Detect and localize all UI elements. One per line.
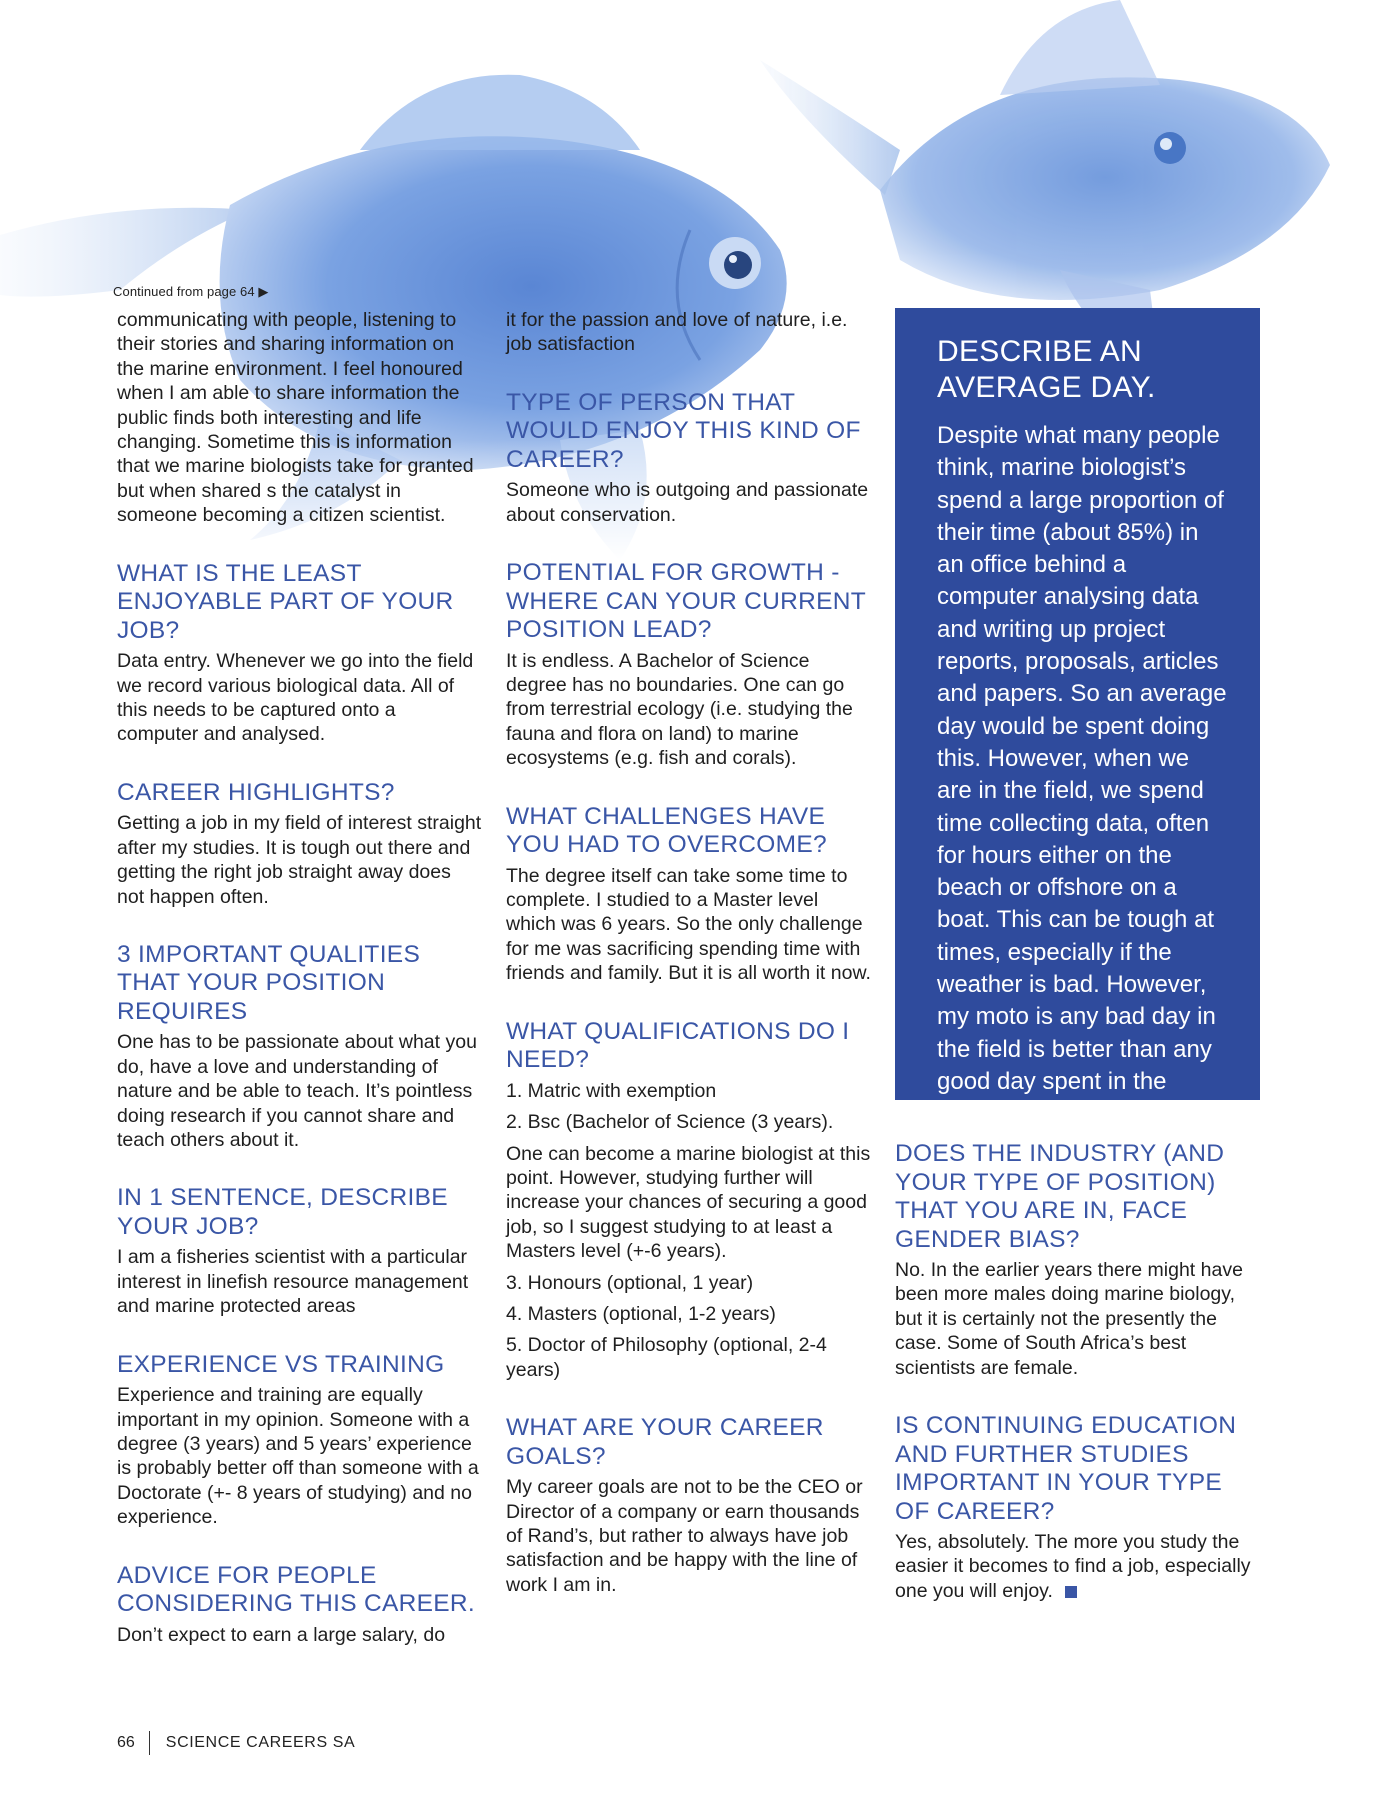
section-heading: DOES THE INDUSTRY (AND YOUR TYPE OF POSITION) THAT YOU ARE IN, FACE GENDER BIAS?	[895, 1140, 1225, 1253]
section-gender-bias	[895, 1140, 1260, 1380]
section-body: Getting a job in my field of interest straight after my studies. It is tough out there and getting the right job straight away does not happen often.	[117, 812, 482, 908]
section-body-wrap	[895, 1530, 1260, 1603]
column-2	[506, 308, 871, 1597]
column-1	[117, 308, 482, 1647]
section-body: One has to be passionate about what you do, have a love and understanding of nature and be able to teach. It’s pointless doing research if you cannot share and teach others about it.	[117, 1031, 477, 1152]
section-heading: CAREER HIGHLIGHTS?	[117, 778, 395, 806]
publication-name: SCIENCE CAREERS SA	[165, 1734, 356, 1751]
continued-from-label: Continued from page 64 ▶	[113, 284, 269, 299]
section-heading: TYPE OF PERSON THAT WOULD ENJOY THIS KIND OF CAREER?	[506, 388, 861, 473]
section-heading: WHAT ARE YOUR CAREER GOALS?	[506, 1414, 824, 1470]
section-body: No. In the earlier years there might have been more males doing marine biology, but it is certainly not the presently the case. Some of South Africa’s best scientists are female.	[895, 1259, 1243, 1379]
section-experience-vs-training	[117, 1351, 482, 1530]
list-item: 4. Masters (optional, 1-2 years)	[506, 1302, 776, 1325]
section-body: My career goals are not to be the CEO or Director of a company or earn thousands of Rand’s, but rather to always have job satisfaction and be happy with the line of work I am in.	[506, 1476, 863, 1596]
section-heading: ADVICE FOR PEOPLE CONSIDERING THIS CAREER.	[117, 1561, 475, 1618]
section-heading: 3 IMPORTANT QUALITIES THAT YOUR POSITION REQUIRES	[117, 940, 421, 1025]
list-item: 2. Bsc (Bachelor of Science (3 years).	[506, 1111, 834, 1134]
footer-divider	[149, 1731, 150, 1755]
section-least-enjoyable	[117, 560, 482, 747]
page-footer	[117, 1731, 355, 1755]
section-qualifications	[506, 1018, 871, 1382]
section-body: Yes, absolutely. The more you study the easier it becomes to find a job, especially one you will enjoy.	[895, 1531, 1251, 1602]
section-body: Experience and training are equally important in my opinion. Someone with a degree (3 years) and 5 years’ experience is probably better off than someone with a Doctorate (+- 8 years of studying) and no experience.	[117, 1384, 479, 1529]
qualifications-list-b	[506, 1271, 871, 1383]
section-continuing-education	[895, 1412, 1260, 1603]
section-body: The degree itself can take some time to complete. I studied to a Master level which was 6 years. So the only challenge for me was sacrificing spending time with friends and family. But it is all worth it now.	[506, 864, 871, 985]
section-challenges	[506, 803, 871, 986]
list-item: 5. Doctor of Philosophy (optional, 2-4 years)	[506, 1334, 827, 1381]
section-heading: WHAT QUALIFICATIONS DO I NEED?	[506, 1017, 850, 1074]
section-advice	[117, 1562, 482, 1647]
section-describe-job	[117, 1184, 482, 1318]
end-square-icon	[1065, 1586, 1077, 1598]
section-body: Don’t expect to earn a large salary, do	[117, 1623, 446, 1646]
section-heading: IS CONTINUING EDUCATION AND FURTHER STUDIES IMPORTANT IN YOUR TYPE OF CAREER?	[895, 1412, 1237, 1525]
column2-intro: it for the passion and love of nature, i.e. job satisfaction	[506, 309, 848, 356]
section-heading: WHAT IS THE LEAST ENJOYABLE PART OF YOUR JOB?	[117, 559, 454, 644]
column-3	[895, 308, 1260, 1603]
column1-intro: communicating with people, listening to their stories and sharing information on the marine environment. I feel honoured when I am able to share information the public finds both interesting and life changing. Sometime this is information that we marine biologists take for granted but when shared s the catalyst in someone becoming a citizen scientist.	[117, 309, 474, 527]
section-important-qualities	[117, 941, 482, 1153]
qualifications-list-a	[506, 1079, 871, 1135]
section-body: I am a fisheries scientist with a particular interest in linefish resource management and marine protected areas	[117, 1246, 469, 1318]
list-item: 3. Honours (optional, 1 year)	[506, 1271, 754, 1294]
section-heading: POTENTIAL FOR GROWTH - WHERE CAN YOUR CURRENT POSITION LEAD?	[506, 559, 866, 644]
section-type-of-person	[506, 389, 871, 527]
section-body: It is endless. A Bachelor of Science degree has no boundaries. One can go from terrestrial ecology (i.e. studying the fauna and flora on land) to marine ecosystems (e.g. fish and corals).	[506, 649, 853, 770]
section-heading: WHAT CHALLENGES HAVE YOU HAD TO OVERCOME?	[506, 802, 827, 859]
section-potential-growth	[506, 559, 871, 771]
section-heading: EXPERIENCE VS TRAINING	[117, 1350, 445, 1378]
section-heading: IN 1 SENTENCE, DESCRIBE YOUR JOB?	[117, 1184, 448, 1240]
list-item: 1. Matric with exemption	[506, 1079, 717, 1102]
section-body: Data entry. Whenever we go into the field we record various biological data. All of this needs to be captured onto a computer and analysed.	[117, 650, 474, 746]
page-number: 66	[117, 1734, 135, 1751]
callout-body: Despite what many people think, marine biologist’s spend a large proportion of their time (about 85%) in an office behind a computer analysing data and writing up project reports, proposals, articles and papers. So an average day would be spent doing this. However, when we are in the field, we spend time collecting data, often for hours either on the beach or offshore on a boat. This can be tough at times, especially if the weather is bad. However, my moto is any bad day in the field is better than any good day spent in the office!	[937, 422, 1227, 1128]
qualifications-note: One can become a marine biologist at this point. However, studying further will increase your chances of securing a good job, so I suggest studying to at least a Masters level (+-6 years).	[506, 1142, 871, 1263]
average-day-callout	[895, 308, 1260, 1128]
section-career-highlights	[117, 779, 482, 909]
section-career-goals	[506, 1414, 871, 1597]
callout-heading: DESCRIBE AN AVERAGE DAY.	[937, 335, 1156, 404]
section-body: Someone who is outgoing and passionate about conservation.	[506, 479, 869, 526]
